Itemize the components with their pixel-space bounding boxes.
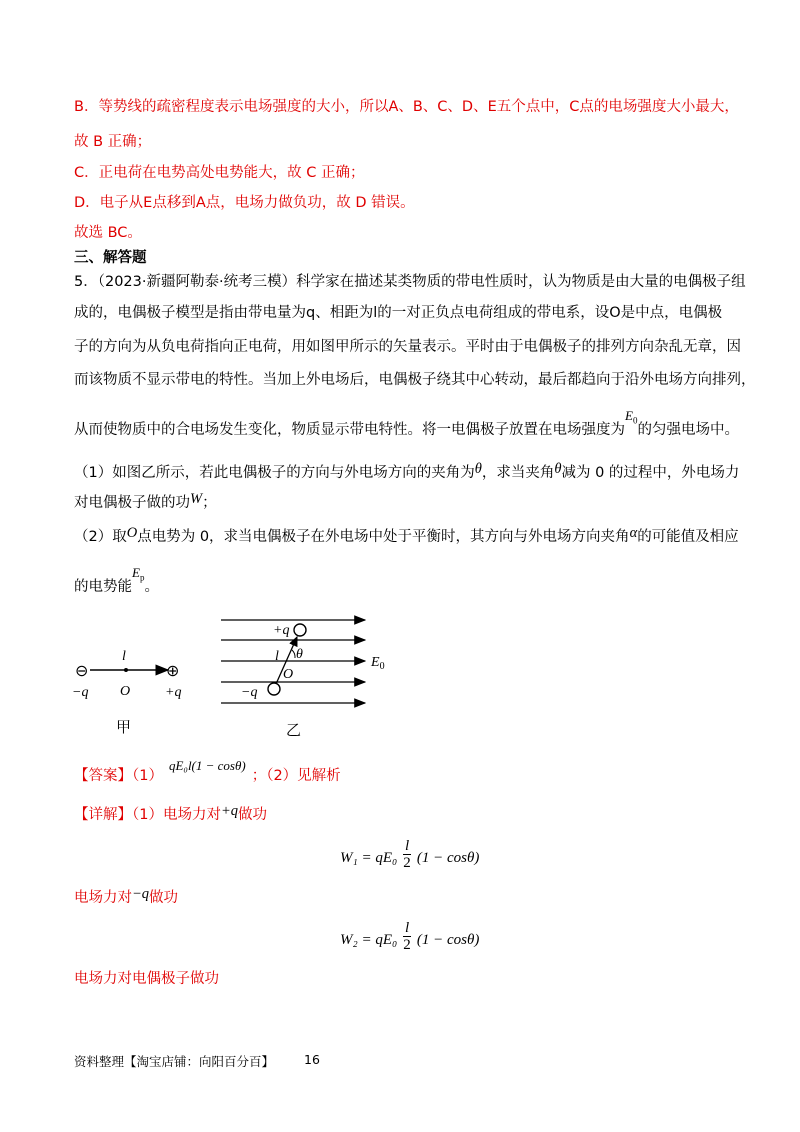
q2-text-d: 的电势能 [74,579,132,595]
yi-label-o: O [283,667,294,682]
eq2-numerator: l [404,920,410,936]
q2-text-c: 的可能值及相应 [637,529,739,545]
question-1-line-1 [74,463,739,483]
e0-letter: E [625,408,633,423]
q1-text-a: （1）如图乙所示，若此电偶极子的方向与外电场方向的夹角为 [74,465,475,481]
jia-label-pos-q: +q [165,685,182,700]
q1-text-c: 减为 0 的过程中，外电场力 [561,465,740,481]
yi-label-pos-q: +q [273,623,290,638]
detail-line1-end: 做功 [238,807,268,823]
detail-line-1 [74,805,267,825]
q1-text-b: ，求当夹角 [481,465,555,481]
equation-w2 [340,920,479,953]
detail-line1-text: （1）电场力对 [132,807,221,823]
jia-label-neg-q: −q [72,685,89,700]
detail-line-2 [74,888,178,908]
answer-expression: qE₀l(1 − cosθ) [168,758,246,773]
negative-charge-icon: ⊖ [75,663,89,680]
q1-text-e: ； [202,495,217,511]
yi-e0-subscript: 0 [379,661,385,672]
yi-label-e0 [370,655,385,672]
problem-line-2: 成的，电偶极子模型是指由带电量为q、相距为l的一对正负点电荷组成的带电系，设O是中点，电偶极 [74,305,723,321]
q2-text-a: （2）取 [74,529,127,545]
q2-text-b: 点电势为 0，求当电偶极子在外电场中处于平衡时，其方向与外电场方向夹角 [137,529,630,545]
jia-label-o: O [120,684,131,699]
option-b-line1: B．等势线的疏密程度表示电场强度的大小，所以A、B、C、D、E五个点中，C点的电场强度大小最大， [74,99,739,115]
ep-letter: E [132,565,140,580]
problem-line-5-text: 从而使物质中的合电场发生变化，物质显示带电特性。将一电偶极子放置在电场强度为 [74,422,625,438]
yi-label-neg-q: −q [241,685,258,700]
section-title: 三、解答题 [74,250,147,266]
answer-label: 【答案】 [74,768,132,784]
midpoint-dot [124,668,128,672]
angle-arc [292,650,295,658]
equation-w1 [340,838,479,871]
eq1-numerator: l [404,838,410,854]
detail-label: 【详解】 [74,807,132,823]
jia-caption: 甲 [116,720,132,736]
yi-label-theta: θ [296,647,303,662]
ep-symbol [132,565,145,583]
problem-line-1: 5．（2023·新疆阿勒泰·统考三模）科学家在描述某类物质的带电性质时，认为物质是由大量的电偶极子组 [74,274,746,290]
problem-line-5-end: 的匀强电场中。 [637,422,739,438]
eq1-denominator: 2 [403,855,411,871]
question-1-line-2 [74,493,217,513]
detail-line2-text: 电场力对 [74,890,132,906]
yi-e0-letter: E [371,655,380,670]
eq2-denominator: 2 [403,937,411,953]
detail-neg-q: −q [132,886,150,902]
answer-separator: ； [251,768,267,784]
eq2-rhs: (1 − cosθ) [416,931,480,948]
answer-part2: （2）见解析 [266,768,341,784]
e0-symbol [625,408,638,426]
question-2-line-2 [74,565,159,602]
ep-subscript: p [139,572,145,583]
yi-caption: 乙 [286,723,302,738]
eq2-fraction [403,920,411,953]
q1-theta-1: θ [474,461,482,477]
jia-label-l: l [122,649,126,664]
q1-theta-2: θ [554,461,562,477]
positive-charge-icon: ⊕ [166,663,180,680]
question-2-line-1 [74,527,739,547]
negative-charge-circle [268,683,280,695]
detail-line-3: 电场力对电偶极子做功 [74,971,219,987]
answer-part1-label: （1） [132,768,163,784]
eq1-fraction [403,838,411,871]
detail-line2-end: 做功 [149,890,179,906]
eq1-rhs: (1 − cosθ) [416,849,480,866]
eq2-lhs: W₂ = qE₀ [340,931,398,948]
page-number: 16 [304,1052,320,1067]
figure-yi [215,608,405,738]
q2-alpha-symbol: α [629,525,638,541]
q2-o-symbol: O [126,525,138,541]
q1-w-symbol: W [190,491,203,507]
option-c-line: C．正电荷在电势高处电势能大，故 C 正确； [74,165,365,181]
problem-line-3: 子的方向为从负电荷指向正电荷，用如图甲所示的矢量表示。平时由于电偶极子的排列方向杂乱无章，因 [74,339,741,355]
figure-jia [70,640,200,740]
footer-source: 资料整理【淘宝店铺：向阳百分百】 [74,1054,275,1069]
choice-line: 故选 BC。 [74,225,142,241]
eq1-lhs: W₁ = qE₀ [340,849,398,866]
e0-subscript: 0 [632,415,638,426]
option-d-line: D．电子从E点移到A点，电场力做负功，故 D 错误。 [74,195,415,211]
problem-line-4: 而该物质不显示带电的特性。当加上外电场后，电偶极子绕其中心转动，最后都趋向于沿外电场方向排列， [74,372,756,388]
problem-line-5 [74,408,739,445]
detail-pos-q: +q [220,803,239,819]
option-b-line2: 故 B 正确； [74,134,152,150]
answer-line [74,758,341,786]
q2-text-e: 。 [144,579,159,595]
yi-label-l: l [275,649,279,664]
q1-text-d: 对电偶极子做的功 [74,495,190,511]
positive-charge-circle [294,624,306,636]
